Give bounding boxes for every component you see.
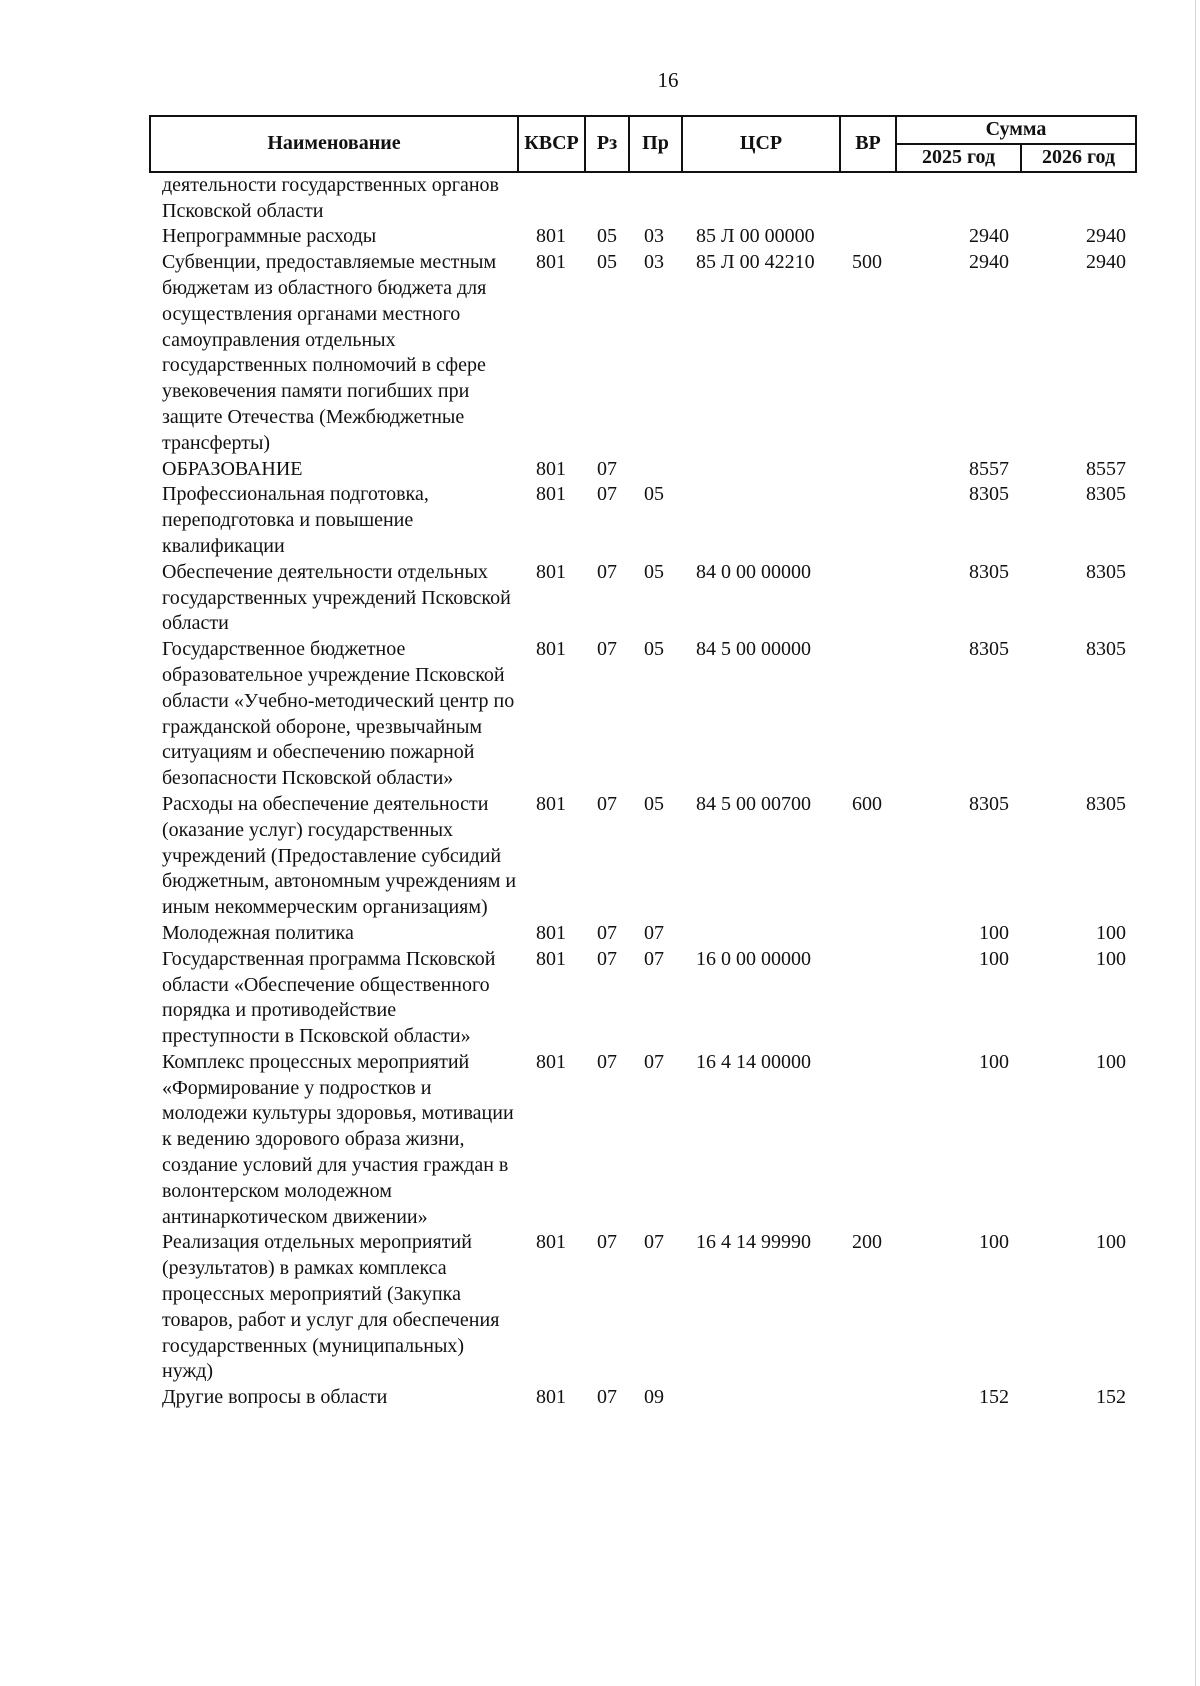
row-vr bbox=[840, 921, 896, 947]
row-name: Государственная программа Псковской области «Обеспечение общественного порядка и противодействие преступности в Псковской области» bbox=[162, 947, 496, 1048]
row-pr: 07 bbox=[644, 1050, 664, 1073]
row-vr bbox=[840, 482, 896, 559]
row-sum-2025: 152 bbox=[979, 1386, 1009, 1409]
row-vr bbox=[840, 1385, 896, 1411]
row-rz: 07 bbox=[597, 792, 617, 815]
row-pr: 07 bbox=[644, 947, 664, 970]
row-vr bbox=[840, 172, 896, 225]
table-row bbox=[150, 921, 1136, 947]
row-pr: 07 bbox=[644, 921, 664, 944]
table-row bbox=[150, 792, 1136, 921]
row-name: Субвенции, предоставляемые местным бюджетам из областного бюджета для осуществления органами местного самоуправления отдельных государственных полномочий в сфере увековечения памяти погибших при защите Отечества (Межбюджетные трансферты) bbox=[162, 251, 497, 454]
row-sum-2026: 2940 bbox=[1086, 225, 1127, 248]
row-kvsr bbox=[518, 172, 585, 225]
row-kvsr: 801 bbox=[536, 225, 566, 248]
row-vr bbox=[840, 560, 896, 637]
row-name: ОБРАЗОВАНИЕ bbox=[162, 457, 303, 480]
row-rz: 05 bbox=[597, 225, 617, 248]
row-kvsr: 801 bbox=[536, 792, 566, 815]
table-row bbox=[150, 172, 1136, 225]
row-sum-2025: 8305 bbox=[969, 560, 1009, 583]
row-pr: 05 bbox=[644, 483, 664, 506]
row-name: Непрограммные расходы bbox=[162, 225, 377, 248]
row-rz: 07 bbox=[597, 638, 617, 661]
table-row bbox=[150, 1230, 1136, 1385]
table-row bbox=[150, 1385, 1136, 1411]
row-sum-2025: 8305 bbox=[969, 483, 1009, 506]
row-csr bbox=[682, 482, 840, 559]
row-name: деятельности государственных органов Псковской области bbox=[162, 173, 499, 222]
row-pr bbox=[629, 172, 682, 225]
row-vr: 200 bbox=[852, 1231, 882, 1254]
row-vr bbox=[840, 947, 896, 1050]
row-rz: 07 bbox=[597, 947, 617, 970]
row-kvsr: 801 bbox=[536, 1231, 566, 1254]
header-kvsr: КВСР bbox=[518, 116, 585, 172]
scan-edge-line bbox=[1195, 0, 1196, 1686]
row-vr: 600 bbox=[852, 792, 882, 815]
table-header bbox=[150, 116, 1136, 172]
row-sum-2025: 2940 bbox=[969, 225, 1009, 248]
row-sum-2025: 100 bbox=[979, 947, 1009, 970]
row-sum-2026: 152 bbox=[1096, 1386, 1127, 1409]
table-row bbox=[150, 482, 1136, 559]
row-kvsr: 801 bbox=[536, 457, 566, 480]
row-csr: 84 5 00 00700 bbox=[696, 792, 811, 815]
row-pr: 05 bbox=[644, 560, 664, 583]
table-row bbox=[150, 457, 1136, 483]
row-sum-2025: 100 bbox=[979, 1050, 1009, 1073]
table-row bbox=[150, 637, 1136, 792]
row-name: Обеспечение деятельности отдельных государственных учреждений Псковской области bbox=[162, 560, 511, 635]
row-rz: 07 bbox=[597, 1231, 617, 1254]
row-kvsr: 801 bbox=[536, 560, 566, 583]
row-rz: 07 bbox=[597, 1386, 617, 1409]
row-pr: 03 bbox=[644, 251, 664, 274]
row-rz: 05 bbox=[597, 251, 617, 274]
row-sum-2025: 8557 bbox=[969, 457, 1009, 480]
row-name: Комплекс процессных мероприятий «Формирование у подростков и молодежи культуры здоровья, мотивации к ведению здорового образа жизни, создание условий для участия граждан в волонтерском молодежном антинаркотическом движении» bbox=[162, 1050, 514, 1228]
row-sum-2026: 2940 bbox=[1086, 251, 1127, 274]
row-csr: 16 4 14 00000 bbox=[696, 1050, 811, 1073]
header-pr: Пр bbox=[629, 116, 682, 172]
row-csr bbox=[682, 1385, 840, 1411]
row-rz: 07 bbox=[597, 921, 617, 944]
row-sum-2026: 8305 bbox=[1086, 483, 1127, 506]
row-kvsr: 801 bbox=[536, 251, 566, 274]
row-pr: 05 bbox=[644, 792, 664, 815]
row-pr: 03 bbox=[644, 225, 664, 248]
header-sum: Сумма bbox=[896, 116, 1136, 144]
table-row bbox=[150, 560, 1136, 637]
row-sum-2026: 8305 bbox=[1086, 792, 1127, 815]
row-vr bbox=[840, 637, 896, 792]
budget-table bbox=[149, 115, 1137, 1411]
row-sum-2025 bbox=[896, 172, 1021, 225]
row-rz: 07 bbox=[597, 483, 617, 506]
table-body bbox=[150, 172, 1136, 1411]
row-kvsr: 801 bbox=[536, 1386, 566, 1409]
row-kvsr: 801 bbox=[536, 1050, 566, 1073]
row-sum-2026: 100 bbox=[1096, 921, 1127, 944]
row-pr: 05 bbox=[644, 638, 664, 661]
row-csr: 85 Л 00 42210 bbox=[696, 251, 815, 274]
row-sum-2026: 100 bbox=[1096, 1231, 1127, 1254]
row-pr: 09 bbox=[644, 1386, 664, 1409]
row-kvsr: 801 bbox=[536, 947, 566, 970]
row-name: Государственное бюджетное образовательное учреждение Псковской области «Учебно-методический центр по гражданской обороне, чрезвычайным ситуациям и обеспечению пожарной безопасности Псковской области» bbox=[162, 638, 515, 790]
row-csr: 84 0 00 00000 bbox=[696, 560, 811, 583]
header-vr: ВР bbox=[840, 116, 896, 172]
table-row bbox=[150, 250, 1136, 456]
row-name: Реализация отдельных мероприятий (результатов) в рамках комплекса процессных мероприятий (Закупка товаров, работ и услуг для обеспечения государственных (муниципальных) нужд) bbox=[162, 1231, 500, 1383]
row-sum-2026: 8305 bbox=[1086, 560, 1127, 583]
row-csr bbox=[682, 457, 840, 483]
row-csr: 16 4 14 99990 bbox=[696, 1231, 811, 1254]
row-vr bbox=[840, 457, 896, 483]
row-csr bbox=[682, 172, 840, 225]
row-sum-2026: 8305 bbox=[1086, 638, 1127, 661]
row-name: Расходы на обеспечение деятельности (оказание услуг) государственных учреждений (Предоставление субсидий бюджетным, автономным учреждениям и иным некоммерческим организациям) bbox=[162, 792, 517, 919]
row-pr bbox=[629, 457, 682, 483]
row-csr: 84 5 00 00000 bbox=[696, 638, 811, 661]
page-number: 16 bbox=[657, 68, 679, 92]
row-vr: 500 bbox=[852, 251, 882, 274]
row-kvsr: 801 bbox=[536, 921, 566, 944]
row-sum-2026: 100 bbox=[1096, 947, 1127, 970]
row-rz: 07 bbox=[597, 457, 617, 480]
row-sum-2025: 8305 bbox=[969, 638, 1009, 661]
row-sum-2026 bbox=[1021, 172, 1136, 225]
row-csr bbox=[682, 921, 840, 947]
row-kvsr: 801 bbox=[536, 483, 566, 506]
table-row bbox=[150, 1050, 1136, 1231]
row-sum-2025: 2940 bbox=[969, 251, 1009, 274]
row-sum-2025: 100 bbox=[979, 1231, 1009, 1254]
header-year-2025: 2025 год bbox=[896, 144, 1021, 172]
row-sum-2025: 8305 bbox=[969, 792, 1009, 815]
row-kvsr: 801 bbox=[536, 638, 566, 661]
row-name: Профессиональная подготовка, переподготовка и повышение квалификации bbox=[162, 483, 429, 557]
table-row bbox=[150, 224, 1136, 250]
row-rz: 07 bbox=[597, 1050, 617, 1073]
header-rz: Рз bbox=[585, 116, 629, 172]
header-name: Наименование bbox=[150, 116, 518, 172]
row-vr bbox=[840, 224, 896, 250]
table-row bbox=[150, 947, 1136, 1050]
row-vr bbox=[840, 1050, 896, 1231]
row-csr: 16 0 00 00000 bbox=[696, 947, 811, 970]
header-year-2026: 2026 год bbox=[1021, 144, 1136, 172]
header-csr: ЦСР bbox=[682, 116, 840, 172]
row-csr: 85 Л 00 00000 bbox=[696, 225, 815, 248]
row-sum-2026: 8557 bbox=[1086, 457, 1127, 480]
row-sum-2026: 100 bbox=[1096, 1050, 1127, 1073]
row-rz bbox=[585, 172, 629, 225]
row-pr: 07 bbox=[644, 1231, 664, 1254]
row-name: Молодежная политика bbox=[162, 921, 354, 944]
row-rz: 07 bbox=[597, 560, 617, 583]
row-name: Другие вопросы в области bbox=[162, 1386, 388, 1409]
row-sum-2025: 100 bbox=[979, 921, 1009, 944]
